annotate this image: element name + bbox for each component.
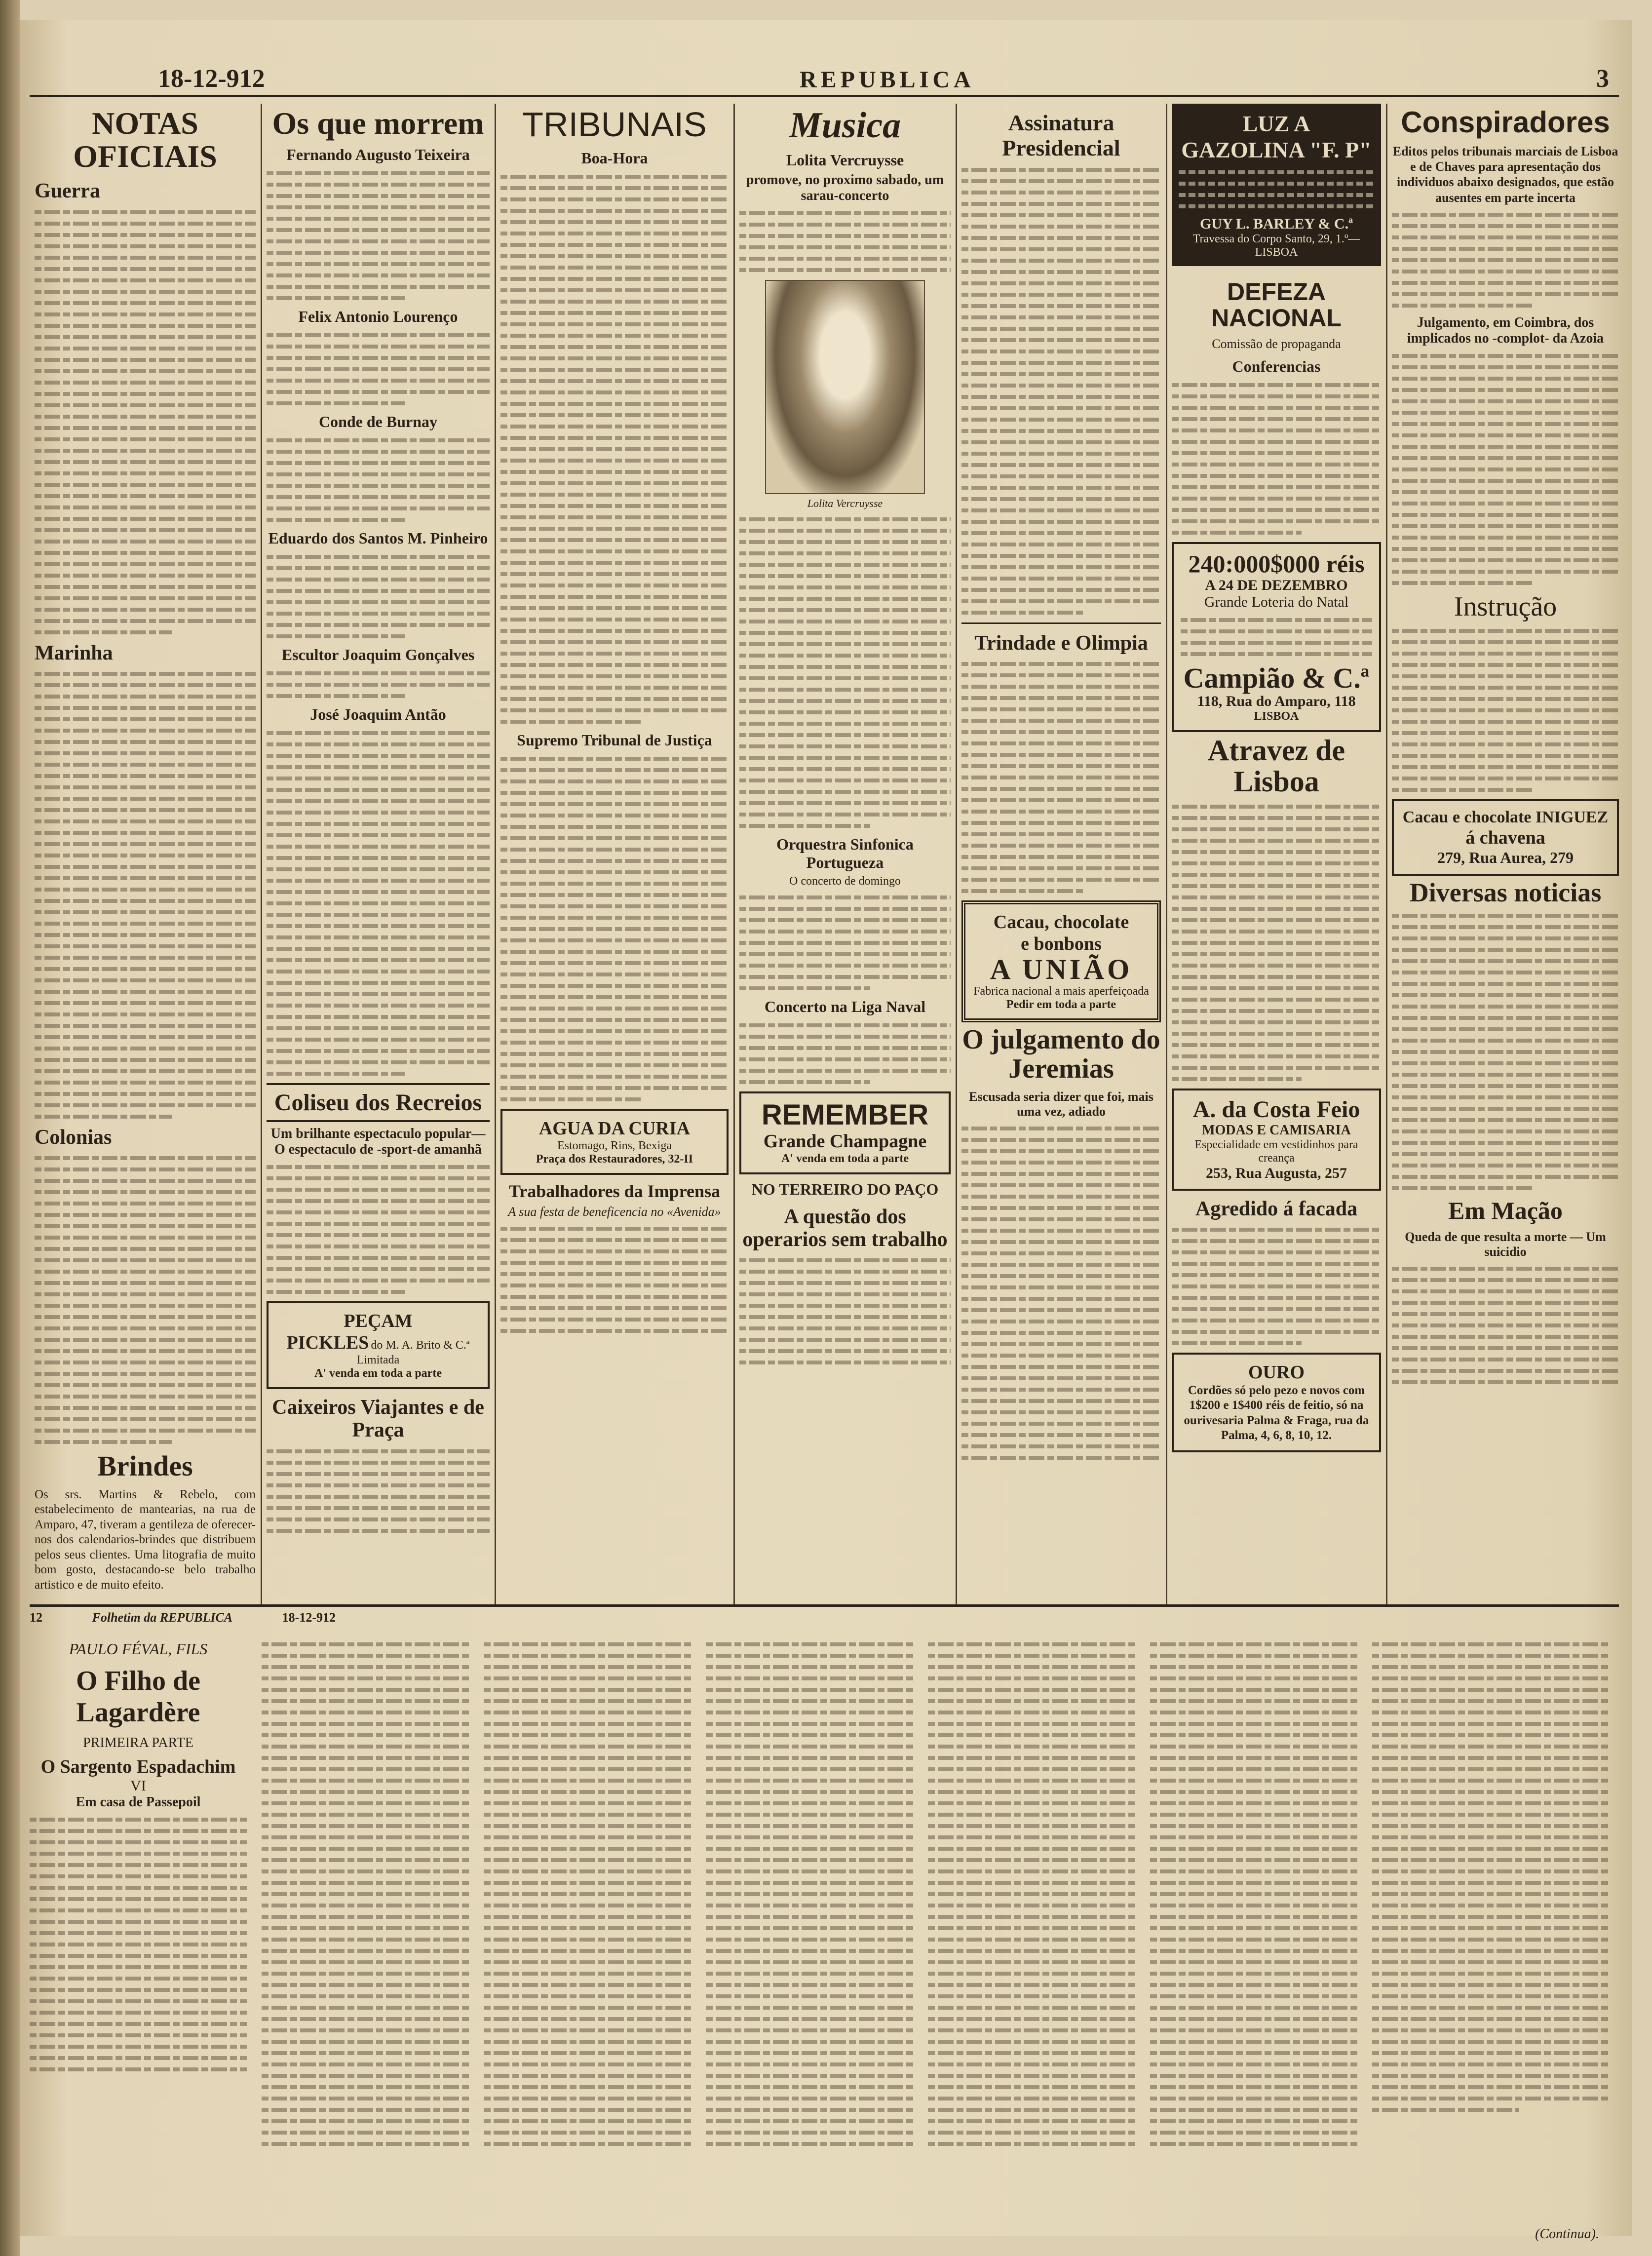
folhetim-col-3	[484, 1635, 691, 2237]
lolita-portrait	[765, 280, 925, 494]
obituary-name: José Joaquim Antão	[310, 705, 446, 724]
obituary-name: Fernando Augusto Teixeira	[286, 146, 470, 164]
trindade-title: Trindade e Olimpia	[974, 632, 1148, 655]
folhetim-col-2	[262, 1635, 469, 2237]
conspiradores-subtitle: Editos pelos tribunais marciais de Lisboa e de Chaves para apresentação dos individuos abaixo designados, que estão ausentes em parte incerta	[1392, 144, 1618, 205]
lolita-name: Lolita Vercruysse	[786, 151, 904, 169]
folhetim-roman: VI	[130, 1778, 146, 1794]
article-text	[1392, 213, 1619, 308]
column-rule	[495, 104, 496, 1604]
column-musica	[739, 104, 951, 1599]
conferencias-title: Conferencias	[1232, 357, 1321, 375]
article-text	[267, 731, 490, 1076]
column-notas-oficiais	[35, 104, 256, 1599]
article-text	[739, 211, 951, 272]
portrait-caption: Lolita Vercruysse	[807, 497, 883, 509]
julgamento-subtitle: Escusada seria dizer que foi, mais uma vez, adiado	[969, 1089, 1153, 1119]
trabalhadores-title: Trabalhadores da Imprensa	[508, 1181, 721, 1201]
pickles-peçam: PEÇAM	[344, 1311, 413, 1332]
column-rule	[733, 104, 735, 1604]
concerto-title: Concerto na Liga Naval	[764, 997, 926, 1015]
folhetim-col-1	[30, 1635, 247, 2227]
folhetim-title: O Filho de Lagardère	[76, 1666, 201, 1728]
macao-subtitle: Queda de que resulta a morte — Um suicidio	[1405, 1229, 1606, 1259]
costa-name: A. da Costa Feio	[1192, 1096, 1360, 1123]
cacau-line-1: Cacau, chocolate	[993, 912, 1129, 933]
subsection-boa-hora: Boa-Hora	[581, 149, 648, 167]
agua-title: AGUA DA CURIA	[538, 1118, 691, 1139]
campiao-address: 118, Rua do Amparo, 118	[1197, 693, 1356, 710]
campiao-name: Campião & C.ª	[1183, 661, 1370, 694]
article-text	[1172, 383, 1381, 535]
defeza-title: DEFEZA NACIONAL	[1211, 278, 1342, 332]
instrucao-title: Instrução	[1454, 591, 1557, 622]
iniguez-title: Cacau e chocolate INIGUEZ	[1402, 808, 1609, 826]
costa-tagline: Especialidade em vestidinhos para creança	[1194, 1138, 1358, 1165]
column-rule	[261, 104, 262, 1604]
column-conspiradores	[1392, 104, 1619, 1599]
binding-spine	[0, 0, 20, 2256]
orquestra-subtitle: O concerto de domingo	[789, 874, 901, 888]
terreiro-title: NO TERREIRO DO PAÇO	[751, 1180, 939, 1198]
cacau-line-2: e bonbons	[1021, 934, 1102, 955]
pickles-tagline: A' venda em toda a parte	[314, 1367, 442, 1380]
remember-ad	[739, 1091, 951, 1174]
article-text	[500, 757, 729, 1101]
folhetim-bar	[30, 1610, 336, 1625]
macao-title: Em Mação	[1448, 1197, 1563, 1225]
agua-subtitle: Estomago, Rins, Bexiga	[557, 1139, 672, 1152]
pickles-ad	[267, 1301, 490, 1389]
article-text	[267, 171, 490, 300]
cacau-uniao-ad	[961, 900, 1161, 1022]
iniguez-subtitle: á chavena	[1465, 827, 1545, 848]
brindes-text: Os srs. Martins & Rebelo, com estabelecimento de mantearias, na rua de Amparo, 47, tiveram a gentileza de oferecer-nos dos calendarios-brindes que distribuem pelos seus clientes. Uma litografia de muito bom gosto, destacando-se belo trabalho artistico e de muito efeito.	[35, 1487, 256, 1592]
article-text	[1392, 354, 1619, 585]
article-text	[739, 895, 951, 990]
coliseu-subtitle: Um brilhante espectaculo popular—O espectaculo de -sport-de amanhã	[270, 1126, 486, 1158]
diversas-title: Diversas noticias	[1409, 877, 1602, 907]
coimbra-title: Julgamento, em Coimbra, dos implicados no -complot- da Azoia	[1407, 314, 1604, 346]
column-tribunais	[500, 104, 729, 1599]
article-text	[35, 1156, 256, 1444]
remember-tagline: A' venda em toda a parte	[781, 1152, 909, 1165]
orquestra-title: Orquestra Sinfonica Portugueza	[776, 835, 914, 871]
gazolina-title: LUZ A GAZOLINA "F. P"	[1181, 111, 1372, 162]
column-rule	[956, 104, 957, 1604]
folhetim-date: 18-12-912	[282, 1610, 336, 1625]
gazolina-company: GUY L. BARLEY & C.ª	[1199, 216, 1353, 232]
costa-address: 253, Rua Augusta, 257	[1206, 1165, 1347, 1181]
article-text	[30, 1818, 247, 2071]
brindes-title: Brindes	[97, 1449, 193, 1482]
atraves-title: Atravez de Lisboa	[1207, 734, 1345, 798]
obituary-name: Conde de Burnay	[318, 413, 438, 431]
article-text	[267, 671, 490, 698]
article-text	[267, 333, 490, 405]
continua-label: (Continua).	[1535, 2226, 1599, 2242]
folhetim-rule	[30, 1604, 1619, 1607]
article-text	[961, 168, 1161, 615]
article-text	[739, 1258, 951, 1364]
column-rule	[1166, 104, 1167, 1604]
agredido-title: Agredido á facada	[1195, 1197, 1358, 1220]
article-text	[739, 517, 951, 828]
article-text	[1392, 914, 1619, 1190]
iniguez-address: 279, Rua Aurea, 279	[1437, 848, 1574, 866]
julgamento-title: O julgamento do Jeremias	[962, 1024, 1160, 1085]
obituary-name: Eduardo dos Santos M. Pinheiro	[268, 529, 488, 547]
cacau-brand: A UNIÃO	[990, 953, 1133, 986]
cacau-line-5: Pedir em toda a parte	[1006, 998, 1116, 1011]
article-text	[267, 1165, 490, 1294]
agua-address: Praça dos Restauradores, 32-II	[536, 1152, 693, 1166]
folhetim-label: Folhetim da REPUBLICA	[92, 1610, 233, 1625]
agua-curia-ad	[500, 1109, 729, 1175]
folhetim-part: PRIMEIRA PARTE	[83, 1735, 193, 1750]
column-os-que-morrem	[267, 104, 490, 1599]
folhetim-col-4	[706, 1635, 913, 2237]
loteria-name: Grande Loteria do Natal	[1204, 593, 1349, 610]
coliseu-title: Coliseu dos Recreios	[274, 1089, 482, 1116]
folhetim-section	[30, 1610, 1619, 2247]
article-text	[267, 555, 490, 638]
pickles-maker: do M. A. Brito & C.ª Limitada	[356, 1339, 470, 1367]
article-text	[1172, 1228, 1381, 1345]
article-text	[267, 438, 490, 522]
cacau-line-4: Fabrica nacional a mais aperfeiçoada	[973, 985, 1149, 998]
article-text	[267, 1449, 490, 1533]
folhetim-author: PAULO FÉVAL, FILS	[69, 1640, 208, 1658]
paper-name: REPUBLICA	[800, 67, 975, 93]
subsection-marinha: Marinha	[35, 641, 113, 664]
subsection-supremo: Supremo Tribunal de Justiça	[517, 731, 712, 749]
ouro-ad	[1172, 1353, 1381, 1452]
campiao-city: LISBOA	[1254, 710, 1299, 723]
column-anuncios	[1172, 104, 1381, 1599]
loteria-date: A 24 DE DEZEMBRO	[1205, 577, 1348, 593]
caixeiros-title: Caixeiros Viajantes e de Praça	[272, 1396, 484, 1442]
section-title: Conspiradores	[1401, 106, 1610, 139]
defeza-subtitle: Comissão de propaganda	[1212, 337, 1341, 351]
section-title: NOTAS OFICIAIS	[73, 106, 217, 174]
pickles-name: PICKLES	[286, 1332, 369, 1354]
folhetim-chapter: O Sargento Espadachim	[40, 1756, 236, 1777]
article-text	[961, 1127, 1161, 1460]
obituary-name: Escultor Joaquim Gonçalves	[281, 646, 475, 664]
folhetim-col-6	[1150, 1635, 1357, 2237]
folhetim-place: Em casa de Passepoil	[76, 1794, 201, 1810]
coliseu-banner	[267, 1083, 490, 1122]
ouro-text: Cordões só pelo pezo e novos com 1$200 e 1$400 réis de feitio, só na ourivesaria Palma & Fraga, rua da Palma, 4, 6, 8, 10, 12.	[1184, 1383, 1369, 1442]
article-text	[1392, 1267, 1619, 1384]
costa-feio-ad	[1172, 1089, 1381, 1190]
loteria-amount: 240:000$000 réis	[1188, 550, 1365, 578]
issue-date: 18-12-912	[158, 65, 265, 93]
article-text	[500, 175, 729, 724]
subsection-colonias: Colonias	[35, 1126, 112, 1149]
trabalhadores-subtitle: A sua festa de beneficencia no «Avenida»	[508, 1204, 721, 1219]
questao-title: A questão dos operarios sem trabalho	[742, 1205, 948, 1251]
section-title: Os que morrem	[272, 106, 484, 141]
obituary-name: Felix Antonio Lourenço	[298, 308, 458, 326]
section-title: TRIBUNAIS	[522, 105, 707, 144]
subsection-guerra: Guerra	[35, 180, 100, 203]
column-rule	[1386, 104, 1387, 1604]
page-header	[30, 64, 1619, 94]
loteria-ad	[1172, 542, 1381, 732]
folhetim-col-5	[928, 1635, 1135, 2237]
gazolina-address: Travessa do Corpo Santo, 29, 1.º—LISBOA	[1192, 233, 1360, 259]
costa-subtitle: MODAS E CAMISARIA	[1202, 1122, 1351, 1138]
page-number: 3	[1596, 65, 1609, 93]
iniguez-ad	[1392, 799, 1619, 876]
article-text	[35, 672, 256, 1119]
header-rule	[30, 95, 1619, 97]
article-text	[1392, 629, 1619, 792]
folhetim-number: 12	[30, 1610, 42, 1625]
section-title: Assinatura Presidencial	[1002, 110, 1120, 160]
gazolina-ad	[1172, 104, 1381, 266]
article-text	[961, 662, 1161, 893]
section-title: Musica	[789, 105, 901, 146]
article-text	[500, 1227, 729, 1333]
article-text	[35, 210, 256, 634]
ouro-title: OURO	[1248, 1361, 1305, 1383]
folhetim-col-7	[1372, 1635, 1609, 2217]
article-text	[1172, 805, 1381, 1081]
article-text	[739, 1023, 951, 1084]
column-assinatura	[961, 104, 1161, 1599]
lolita-subtitle: promove, no proximo sabado, um sarau-concerto	[746, 172, 944, 203]
remember-title: REMEMBER	[761, 1098, 929, 1131]
remember-subtitle: Grande Champagne	[763, 1130, 927, 1152]
